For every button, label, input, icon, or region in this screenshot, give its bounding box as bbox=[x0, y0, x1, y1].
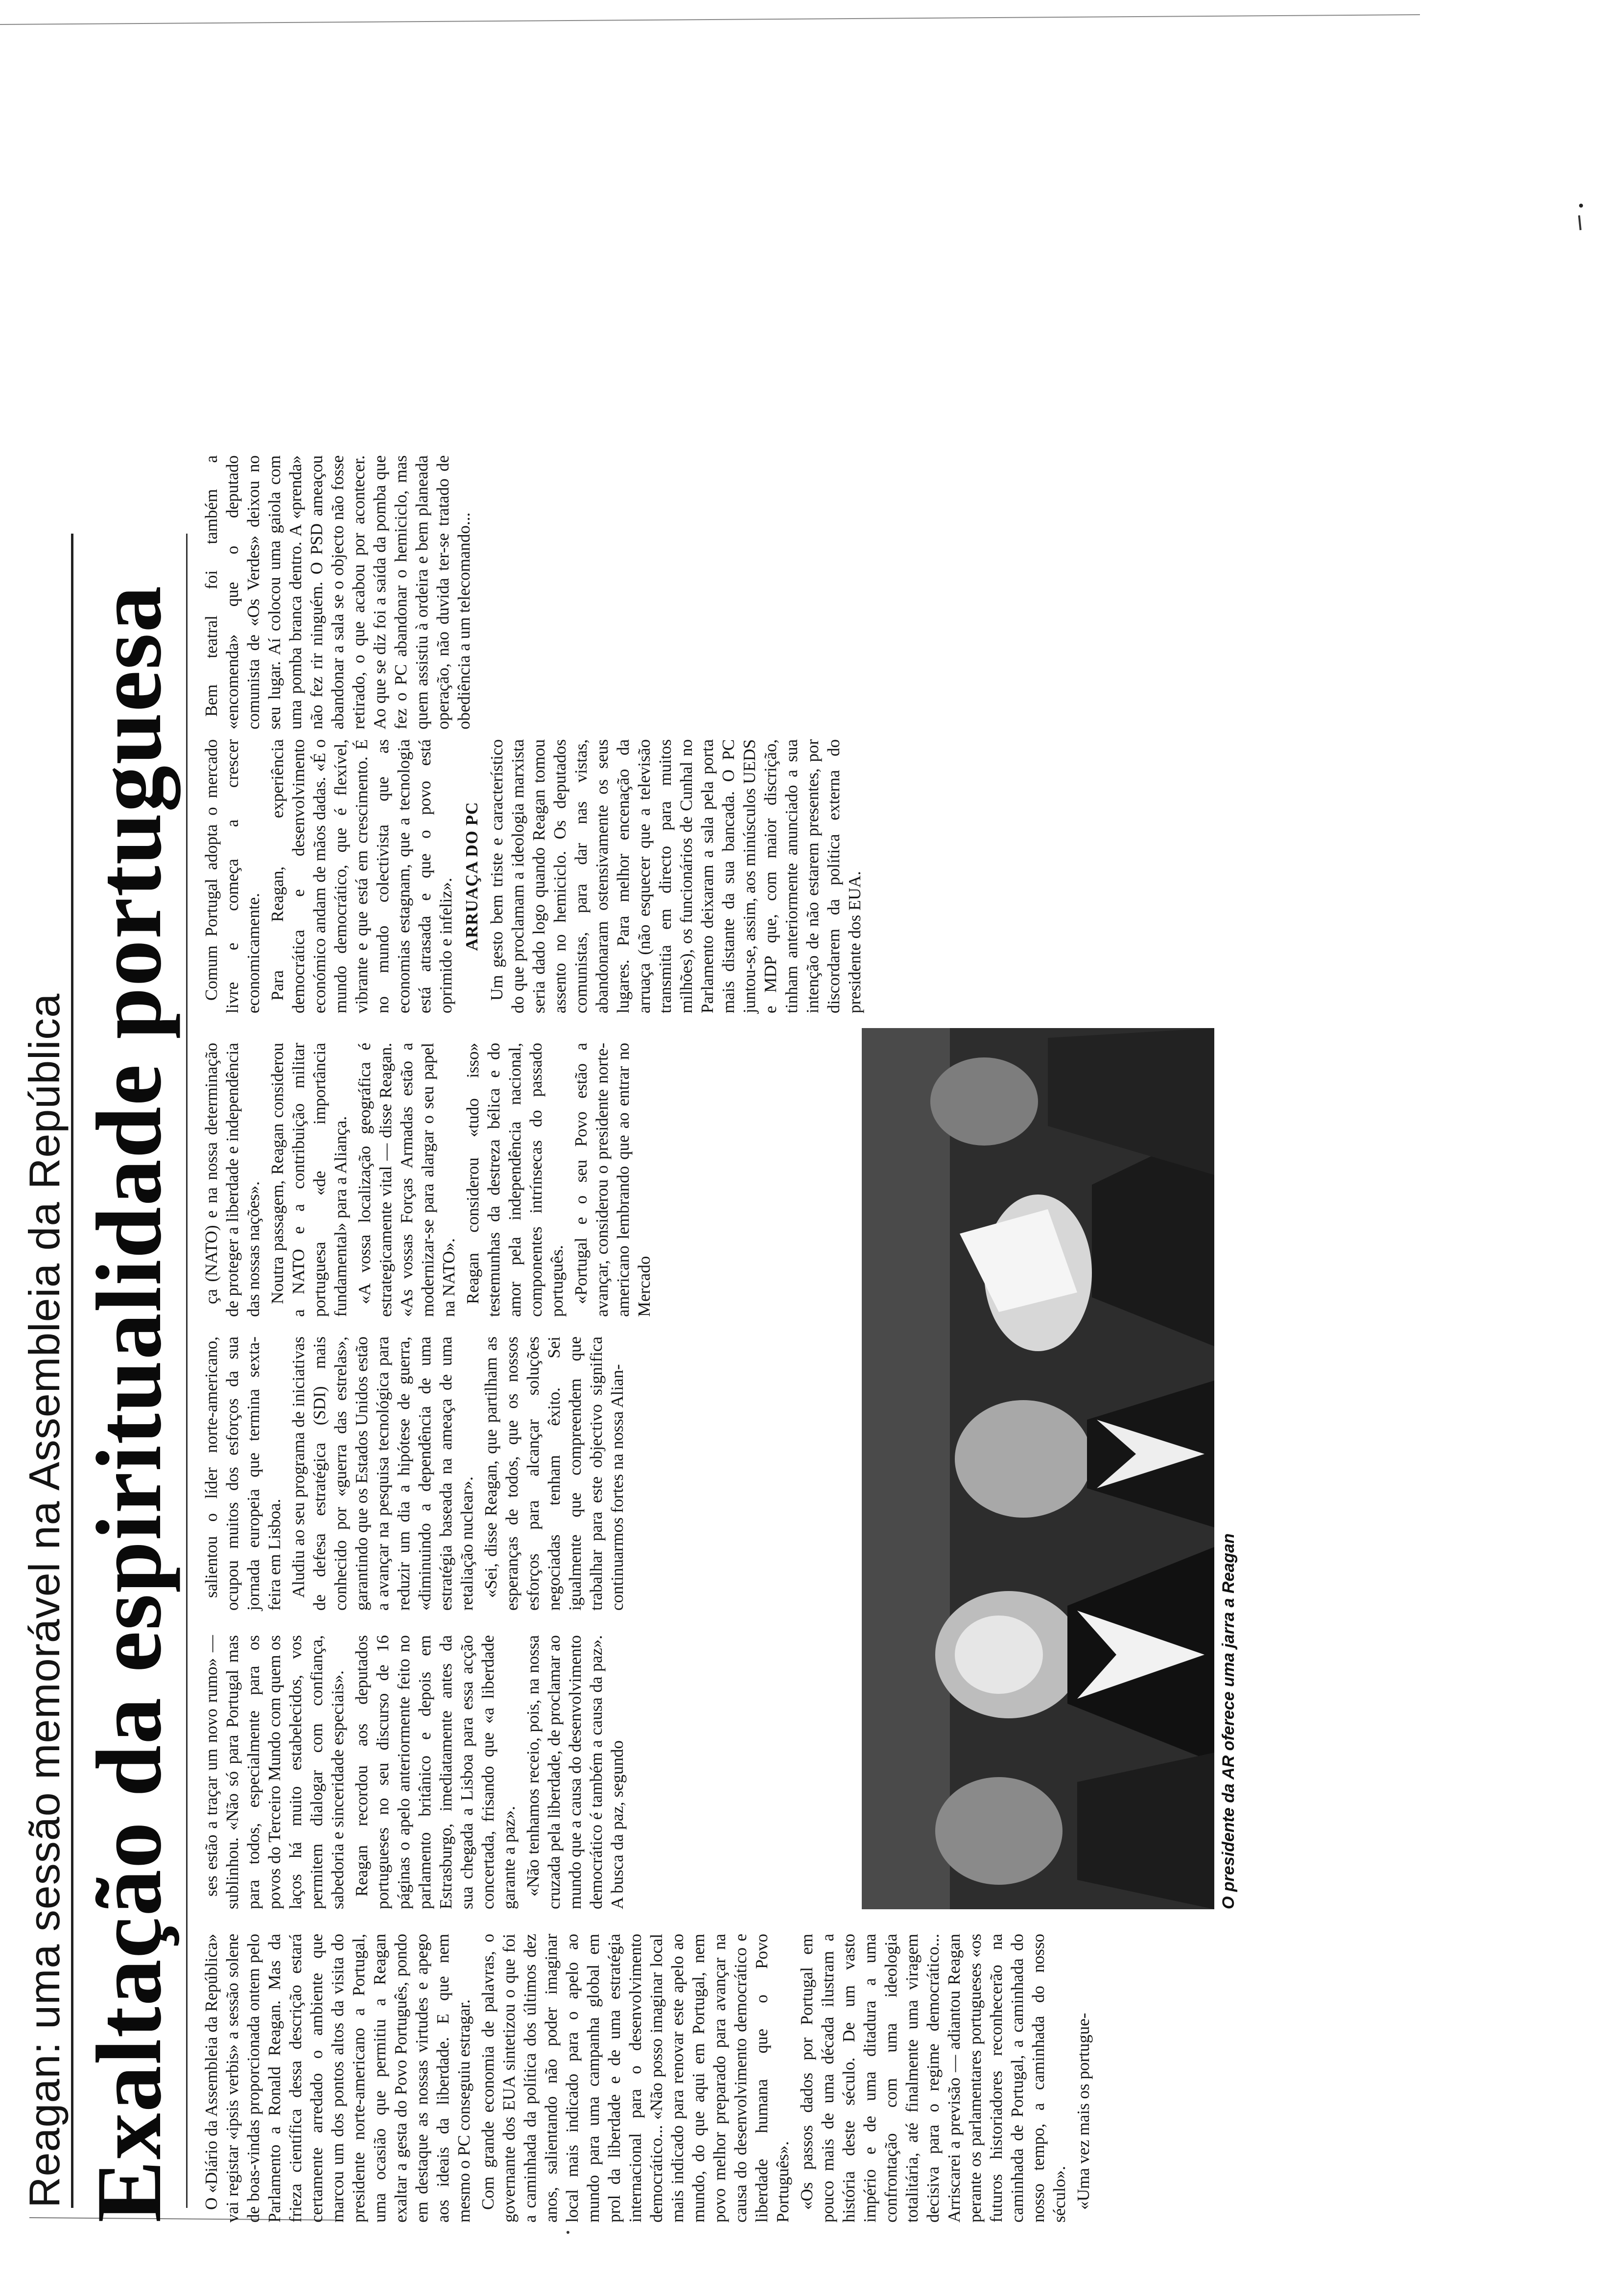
paragraph: Com grande economia de palavras, o governante dos EUA sintetizou o que foi a caminhada da política dos últimos dez anos, salientando não poder imaginar local mais indicado para o apelo ao mundo para uma campanha global em prol da liberdade e de uma estratégia internacional para o desenvolvimento democrático... «Não posso imaginar local mais indicado para renovar este apelo ao mundo, do que aqui em Portugal, nem povo melhor preparado para avançar na causa do desenvolvimento democrático e liberdade humana que o Povo Português». bbox=[478, 1934, 792, 2223]
news-photo bbox=[862, 1028, 1214, 1909]
newspaper-clipping bbox=[20, 240, 1562, 2296]
paragraph: ça (NATO) e na nossa determinação de proteger a liberdade e independência das nossas nações». bbox=[202, 1043, 263, 1317]
photo-caption: O presidente da AR oferece uma jarra a Reagan bbox=[1219, 1533, 1238, 1909]
top-rule bbox=[71, 534, 73, 2208]
article-headline: Exaltação da espiritualidade portuguesa bbox=[78, 585, 181, 2223]
column-2 bbox=[201, 1635, 852, 1909]
paragraph: «Não tenhamos receio, pois, na nossa cruzada pela liberdade, de proclamar ao mundo que a causa do desenvolvimento democrático é também a causa da paz». A busca da paz, segundo bbox=[523, 1635, 627, 1909]
column-6 bbox=[201, 455, 1239, 729]
paragraph: «Uma vez mais os portugue- bbox=[1074, 2013, 1093, 2210]
paragraph: Noutra passagem, Reagan considerou a NATO e a contribuição militar portuguesa «de importância fundamental» para a Aliança. bbox=[268, 1043, 350, 1317]
paragraph: O «Diário da Assembleia da República» vai registar «ipsis verbis» a sessão solene de boas-vindas proporcionada ontem pelo Parlamento a Ronald Reagan. Mas da frieza científica dessa descrição estará certamente arredado o ambiente que marcou um dos pontos altos da visita do presidente norte-americano a Portugal, uma ocasião que permitiu a Reagan exaltar a gesta do Povo Português, pondo em destaque as nossas virtudes e apego aos ideais da liberdade. E que nem mesmo o PC conseguiu estragar. bbox=[202, 1934, 473, 2223]
paragraph: ses estão a traçar um novo rumo» — sublinhou. «Não só para Portugal mas para todos, especialmente para os povos do Terceiro Mundo com quem os laços há muito estabelecidos, vos permitem dialogar com confiança, sabedoria e sinceridade especiais». bbox=[202, 1635, 347, 1909]
paragraph: «Portugal e o seu Povo estão a avançar, considerou o presidente norte-americano lembrando que ao entrar no Mercado bbox=[571, 1043, 654, 1317]
section-subhead: ARRUAÇA DO PC bbox=[462, 801, 481, 951]
paragraph: Reagan recordou aos deputados portugueses no seu discurso de 16 páginas o apelo anteriormente feito no parlamento britânico e depois em Estrasburgo, imediatamente antes da sua chegada a Lisboa para essa acção concertada, frisando que «a liberdade garante a paz». bbox=[352, 1635, 519, 1909]
paragraph: «Sei, disse Reagan, que partilham as esperanças de todos, que os nossos esforços para alcançar soluções negociadas tenham êxito. Sei igualmente que compreendem que trabalhar para este objectivo significa continuarmos fortes na nossa Alian- bbox=[481, 1336, 627, 1611]
paragraph: Bem teatral foi também a «encomenda» que o deputado comunista de «Os Verdes» deixou no seu lugar. Aí colocou uma gaiola com uma pomba branca dentro. A «prenda» não fez rir ninguém. O PSD ameaçou abandonar a sala se o objecto não fosse retirado, o que acabou por acontecer. Ao que se diz foi a saída da pomba que fez o PC abandonar o hemiciclo, mas quem assistiu à ordeira e bem planeada operação, não duvida ter-se tratado de obediência a um telecomando... bbox=[202, 455, 473, 729]
paragraph: salientou o líder norte-americano, ocupou muitos dos esforços da sua jornada europeia que termina sexta-feira em Lisboa. bbox=[202, 1336, 284, 1611]
paragraph: Para Reagan, experiência democrática e desenvolvimento económico andam de mãos dadas. «É o mundo democrático, que é flexível, vibrante e que está em crescimento. É no mundo colectivista que as economias estagnam, que a tecnologia está atrasada e que o povo está oprimido e infeliz». bbox=[268, 739, 455, 1013]
paragraph: Comum Portugal adopta o mercado livre e começa a crescer economicamente. bbox=[202, 739, 263, 1013]
column-1 bbox=[201, 1934, 1239, 2223]
column-5 bbox=[201, 739, 1239, 1013]
photo-illustration bbox=[862, 1028, 1214, 1909]
paragraph: «Os passos dados por Portugal em pouco mais de uma década ilustram a história deste século. De um vasto império e de uma ditadura a uma confrontação com uma ideologia totalitária, até finalmente uma viragem decisiva para o regime democrático... Arriscarei a previsão — adiantou Reagan perante os parlamentares portugueses «os futuros historiadores reconhecerão na caminhada de Portugal, a caminhada do nosso tempo, a caminhada do nosso século». bbox=[797, 1934, 1069, 2223]
paragraph: Aludiu ao seu programa de iniciativas de defesa estratégica (SDI) mais conhecido por «guerra das estrelas», garantindo que os Estados Unidos estão a avançar na pesquisa tecnológica para reduzir um dia a hipótese de guerra, «diminuindo a dependência de uma estratégia baseada na ameaça de uma retaliação nuclear». bbox=[289, 1336, 476, 1611]
column-4 bbox=[201, 1043, 852, 1317]
headline-rule bbox=[186, 534, 188, 2208]
article-kicker: Reagan: uma sessão memorável na Assembleia da República bbox=[20, 993, 69, 2208]
paragraph: Reagan considerou «tudo isso» testemunhas da destreza bélica e do amor pela independência nacional, componentes intrínsecas do passado português. bbox=[463, 1043, 567, 1317]
paragraph: Um gesto bem triste e característico do que proclamam a ideologia marxista seria dado logo quando Reagan tomou assento no hemiciclo. Os deputados comunistas, para dar nas vistas, abandonaram ostensivamente os seus lugares. Para melhor encenação da arruaça (não esquecer que a televisão transmitia em directo para muitos milhões), os funcionários de Cunhal no Parlamento deixaram a sala pela porta mais distante da sua bancada. O PC juntou-se, assim, aos minúsculos UEDS e MDP que, com maior discrição, tinham anteriormente anunciado a sua intenção de não estarem presentes, por discordarem da política externa do presidente dos EUA. bbox=[487, 739, 864, 1013]
paragraph: «A vossa localização geográfica é estrategicamente vital — disse Reagan. «As vossas Forças Armadas estão a modernizar-se para alargar o seu papel na NATO». bbox=[355, 1043, 458, 1317]
column-3 bbox=[201, 1336, 852, 1611]
